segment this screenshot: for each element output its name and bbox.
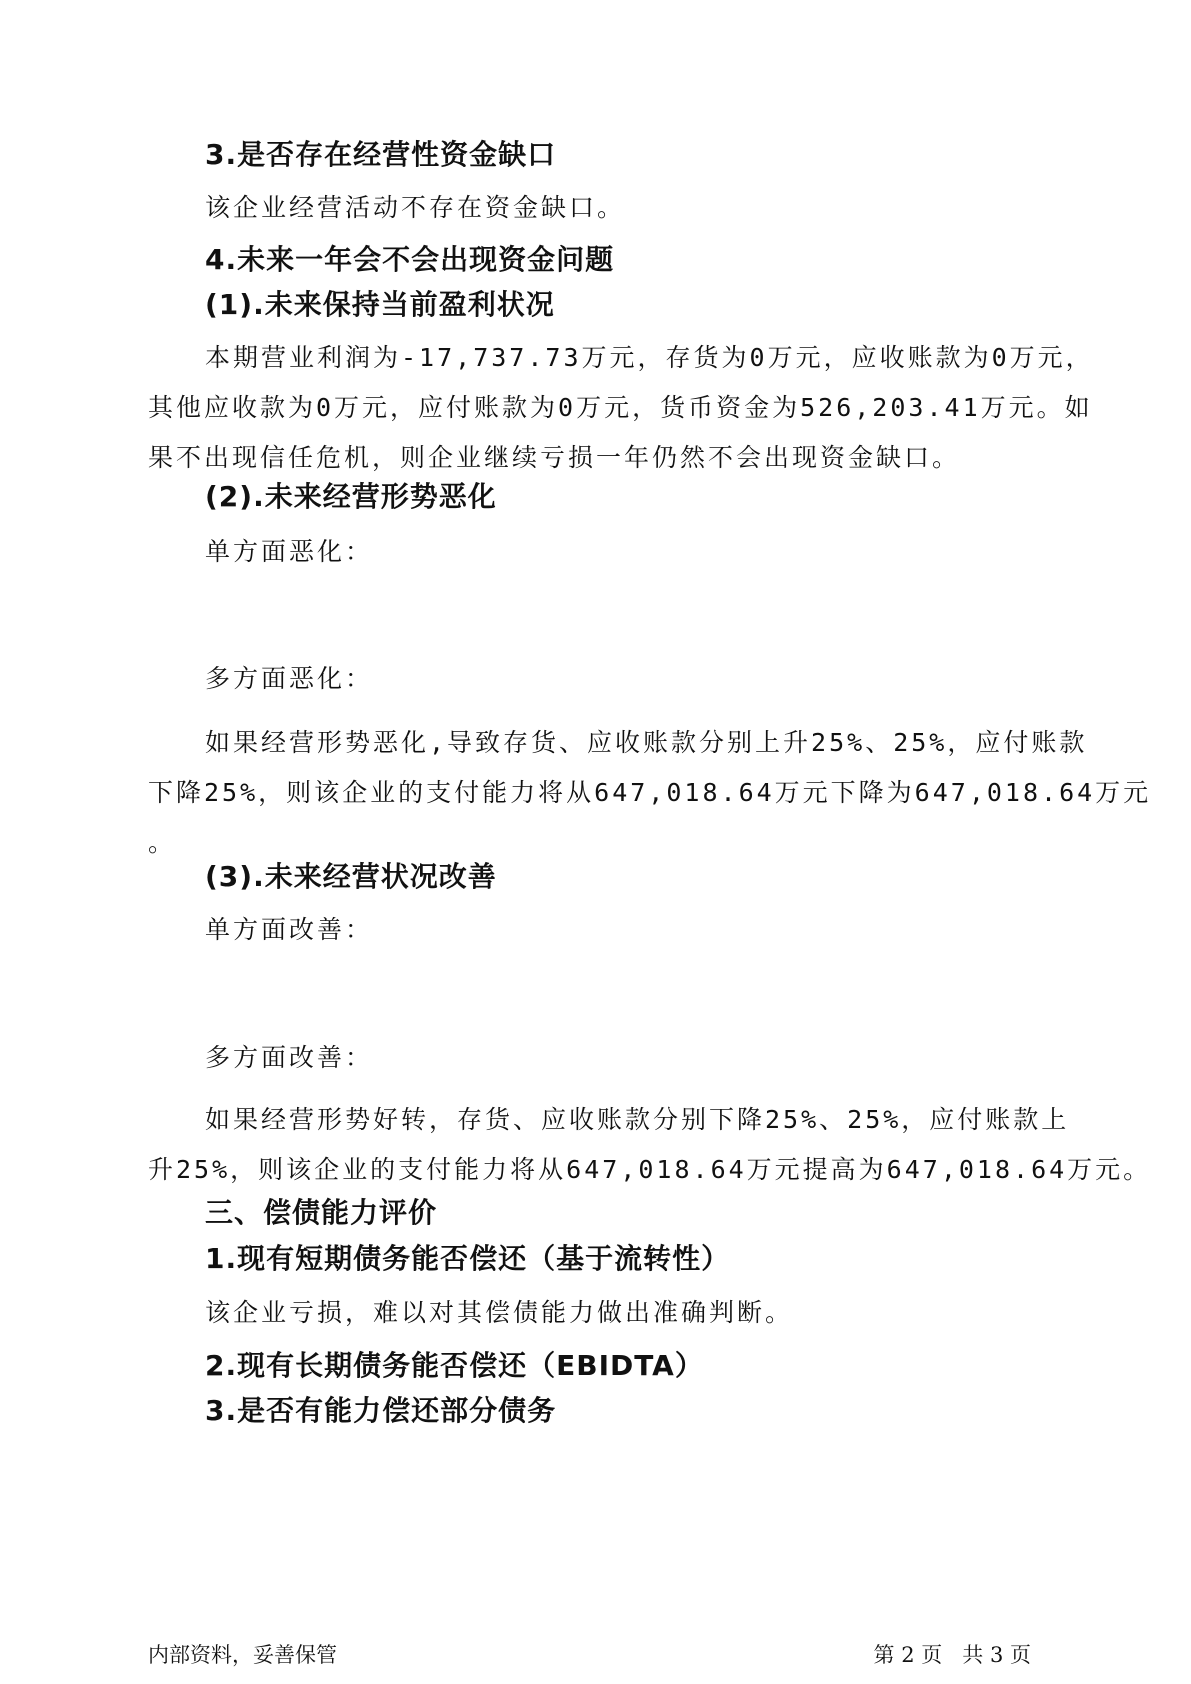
heading-operating-fund-gap: 3.是否存在经营性资金缺口	[205, 138, 557, 171]
paragraph-multi-improve	[148, 1033, 1048, 1083]
text-line: 单方面恶化：	[205, 537, 374, 566]
text-line: 多方面恶化：	[205, 664, 374, 693]
heading-partial-debt: 3.是否有能力偿还部分债务	[205, 1394, 557, 1427]
footer-page-number: 第 2 页 共 3 页	[873, 1643, 1031, 1667]
text-line: 如果经营形势恶化,导致存货、应收账款分别上升25%、25%，应付账款	[205, 728, 1088, 757]
paragraph-worsen-detail	[148, 718, 1152, 868]
text-line: 果不出现信任危机，则企业继续亏损一年仍然不会出现资金缺口。	[148, 443, 961, 472]
heading-operation-improve: (3).未来经营状况改善	[205, 860, 497, 893]
paragraph-improve-detail	[148, 1095, 1152, 1195]
text-line: 该企业经营活动不存在资金缺口。	[205, 193, 626, 222]
text-line: 其他应收款为0万元，应付账款为0万元，货币资金为526,203.41万元。如	[148, 393, 1093, 422]
footer-confidential-note: 内部资料，妥善保管	[148, 1643, 337, 1667]
text-line: 该企业亏损，难以对其偿债能力做出准确判断。	[205, 1298, 794, 1327]
text-line: 如果经营形势好转，存货、应收账款分别下降25%、25%，应付账款上	[205, 1105, 1070, 1134]
paragraph-single-worsen	[148, 527, 1048, 577]
text-line: 单方面改善：	[205, 915, 374, 944]
heading-long-term-debt: 2.现有长期债务能否偿还（EBIDTA）	[205, 1349, 704, 1382]
text-line: 本期营业利润为-17,737.73万元，存货为0万元，应收账款为0万元，	[205, 343, 1094, 372]
paragraph-current-profit	[148, 333, 1094, 483]
heading-keep-current-profit: (1).未来保持当前盈利状况	[205, 288, 555, 321]
heading-next-year-fund-problem: 4.未来一年会不会出现资金问题	[205, 243, 615, 276]
paragraph-single-improve	[148, 905, 1048, 955]
text-line: 下降25%，则该企业的支付能力将从647,018.64万元下降为647,018.64万元	[148, 778, 1152, 807]
paragraph-no-fund-gap	[148, 183, 1048, 233]
paragraph-short-term-debt	[148, 1288, 1048, 1338]
heading-debt-paying-evaluation: 三、偿债能力评价	[205, 1196, 438, 1229]
paragraph-multi-worsen	[148, 654, 1048, 704]
text-line: 多方面改善：	[205, 1043, 374, 1072]
heading-operation-worsen: (2).未来经营形势恶化	[205, 480, 497, 513]
text-line: 。	[148, 828, 177, 857]
heading-short-term-debt: 1.现有短期债务能否偿还（基于流转性）	[205, 1242, 731, 1275]
text-line: 升25%，则该企业的支付能力将从647,018.64万元提高为647,018.64万元。	[148, 1155, 1152, 1184]
